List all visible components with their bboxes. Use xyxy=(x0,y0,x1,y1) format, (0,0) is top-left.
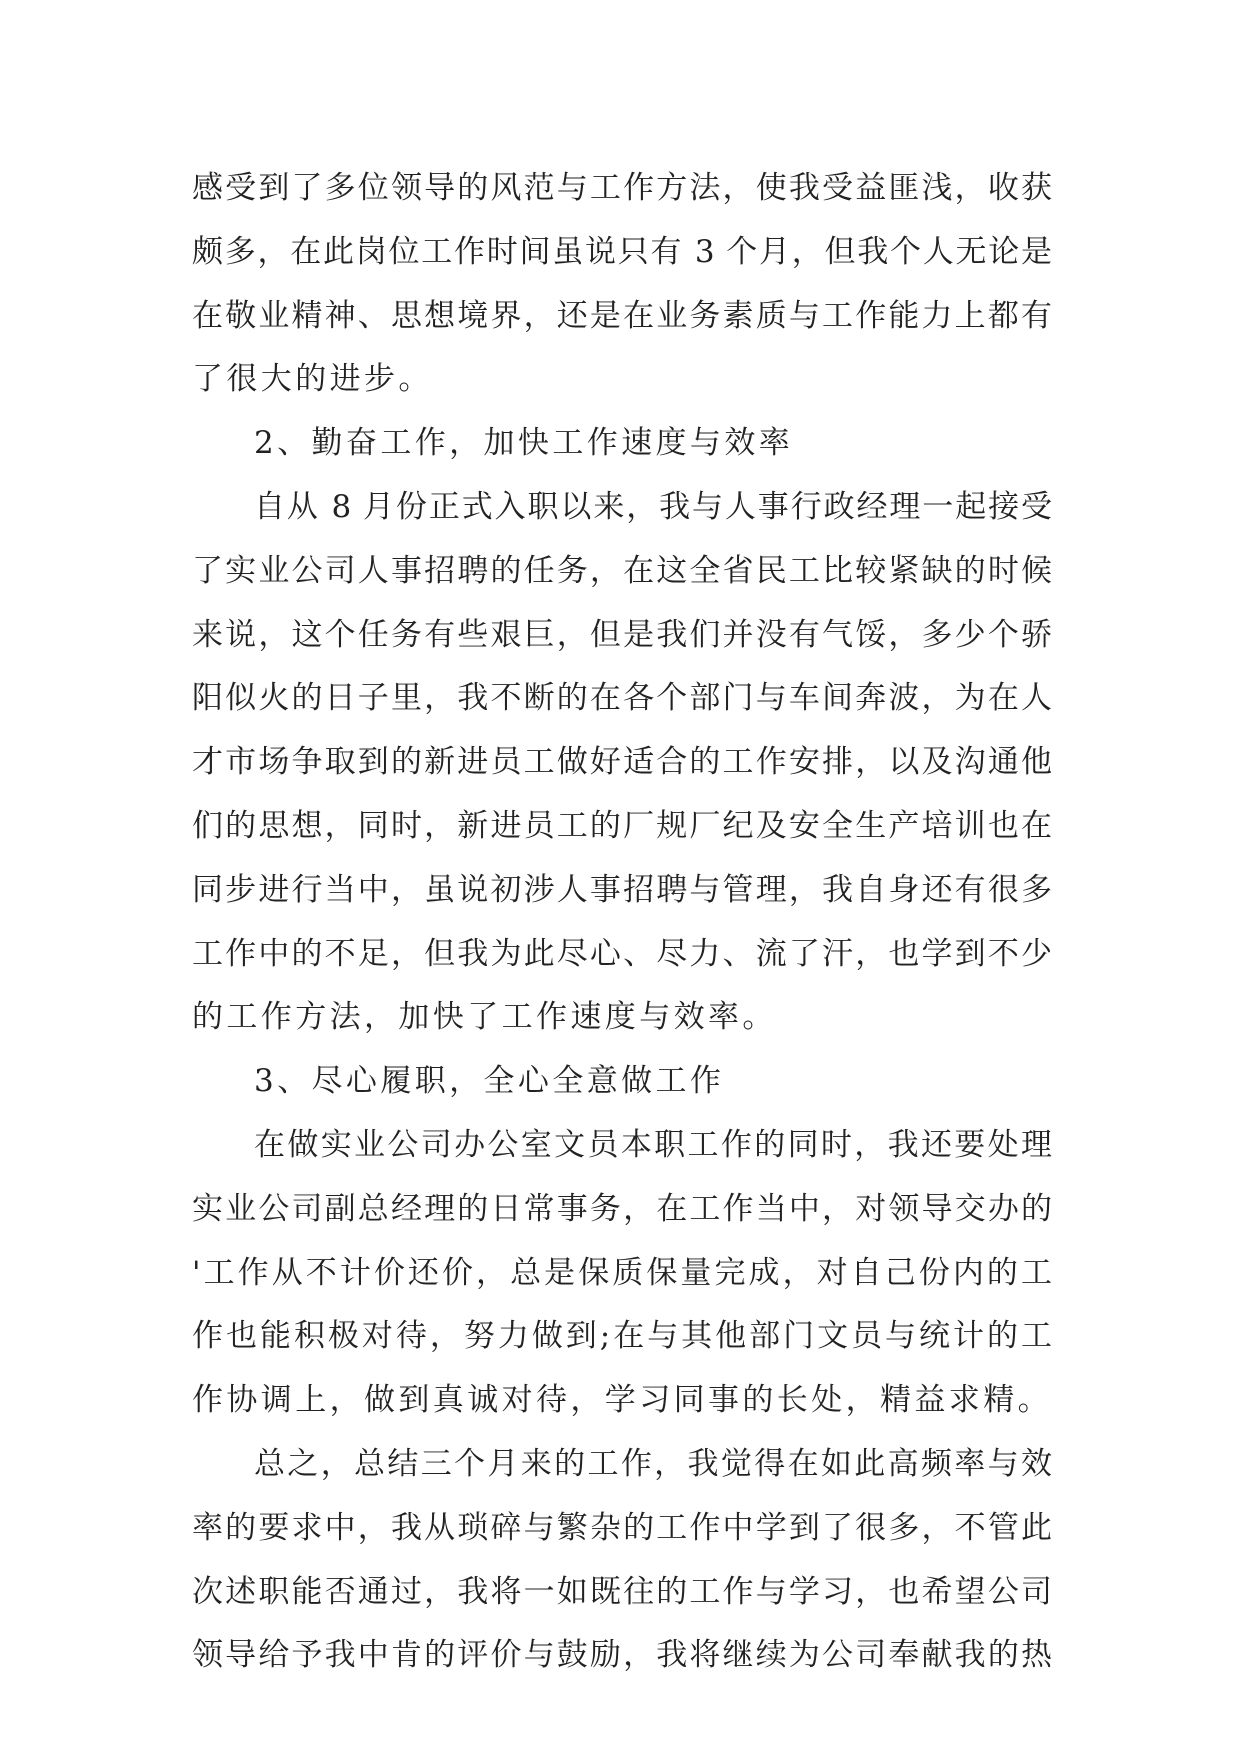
text-line: 在做实业公司办公室文员本职工作的同时，我还要处理 xyxy=(254,1126,1052,1163)
text-line: 自从 8 月份正式入职以来，我与人事行政经理一起接受 xyxy=(254,488,1052,525)
text-line: 阳似火的日子里，我不断的在各个部门与车间奔波，为在人 xyxy=(192,680,1052,717)
text-line: 总之，总结三个月来的工作，我觉得在如此高频率与效 xyxy=(254,1445,1052,1482)
text-line: 了实业公司人事招聘的任务，在这全省民工比较紧缺的时候 xyxy=(192,552,1052,589)
text-line: 次述职能否通过，我将一如既往的工作与学习，也希望公司 xyxy=(192,1573,1052,1610)
text-line: 的工作方法，加快了工作速度与效率。 xyxy=(192,999,777,1036)
text-line: 领导给予我中肯的评价与鼓励，我将继续为公司奉献我的热 xyxy=(192,1637,1052,1674)
text-line: 作也能积极对待，努力做到;在与其他部门文员与统计的工 xyxy=(192,1318,1052,1355)
text-line: 了很大的进步。 xyxy=(192,361,433,398)
text-line: 在敬业精神、思想境界，还是在业务素质与工作能力上都有 xyxy=(192,297,1052,334)
section-heading: 3、尽心履职，全心全意做工作 xyxy=(254,1063,725,1100)
text-line: 来说，这个任务有些艰巨，但是我们并没有气馁，多少个骄 xyxy=(192,616,1052,653)
text-line: 颇多，在此岗位工作时间虽说只有 3 个月，但我个人无论是 xyxy=(192,233,1052,270)
document-body xyxy=(192,157,1052,1688)
text-line: 率的要求中，我从琐碎与繁杂的工作中学到了很多，不管此 xyxy=(192,1509,1052,1546)
text-line: '工作从不计价还价，总是保质保量完成，对自己份内的工 xyxy=(192,1254,1052,1291)
text-line: 同步进行当中，虽说初涉人事招聘与管理，我自身还有很多 xyxy=(192,871,1052,908)
text-line: 作协调上，做到真诚对待，学习同事的长处，精益求精。 xyxy=(192,1382,1052,1419)
text-line: 们的思想，同时，新进员工的厂规厂纪及安全生产培训也在 xyxy=(192,807,1052,844)
section-heading: 2、勤奋工作，加快工作速度与效率 xyxy=(254,425,794,462)
text-line: 才市场争取到的新进员工做好适合的工作安排，以及沟通他 xyxy=(192,744,1052,781)
text-line: 感受到了多位领导的风范与工作方法，使我受益匪浅，收获 xyxy=(192,170,1052,206)
text-line: 工作中的不足，但我为此尽心、尽力、流了汗，也学到不少 xyxy=(192,935,1052,972)
text-line: 实业公司副总经理的日常事务，在工作当中，对领导交办的 xyxy=(192,1190,1052,1227)
